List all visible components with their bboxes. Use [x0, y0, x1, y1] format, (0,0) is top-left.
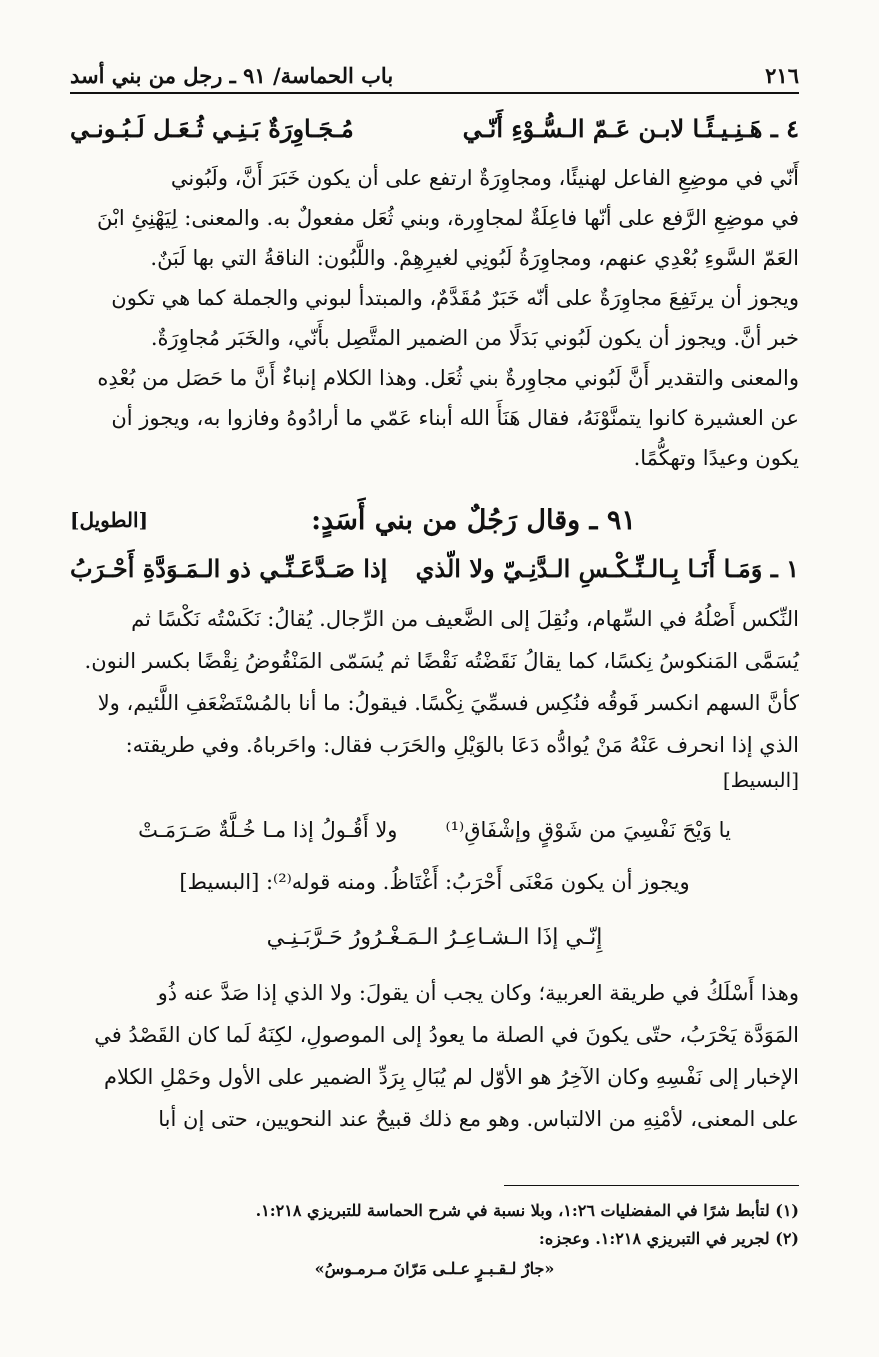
- footnote-2: (٢) لجرير في التبريزي ١:٢١٨. وعجزه:: [538, 1229, 799, 1248]
- prose-line: على المعنى، لأمْنِهِ من الالتباس. وهو مع ذلك قبيحٌ عند النحويين، حتى إن أبا: [158, 1107, 799, 1131]
- prose-line: في موضِعِ الرَّفع على أنّها فاعِلَةٌ لمجاوِرة، وبني ثُعَل مفعولٌ به. والمعنى: لِيَهْنِئِ ابْنَ: [96, 206, 799, 230]
- prose-line: ويجوز أن يرتَفِعَ مجاوِرَةٌ على أنّه خَبَرٌ مُقَدَّمٌ، والمبتدأ لبوني والجملة كما هي تكون: [111, 286, 799, 310]
- running-header: [70, 58, 799, 94]
- prose-line: وهذا أَسْلَكُ في طريقة العربية؛ وكان يجب أن يقولَ: ولا الذي إذا صَدَّ عنه ذُو: [157, 981, 799, 1005]
- prose-line: يُسَمَّى المَنكوسُ نِكسًا، كما يقالُ نَقَضْتُه نَقْضًا ثم يُسَمّى المَنْقُوضُ نِقْضًا بكسر النون.: [84, 649, 799, 673]
- prose-line: النِّكس أَصْلُهُ في السِّهام، ونُقِلَ إلى الضَّعيف من الرِّجال. يُقالُ: نَكَسْتُه نَكْسًا ثم: [131, 607, 799, 631]
- prose-line: والمعنى والتقدير أَنَّ لَبُوني مجاوِرةٌ بني ثُعَل. وهذا الكلام إنباءٌ أَنَّ ما حَصَل من بُعْدِه: [97, 366, 799, 390]
- footnote-verse: «جارٌ لـقـبـرٍ عـلـى مَرّانَ مـرمـوسُ»: [314, 1259, 555, 1278]
- verse-4-hemistich-1: ٤ ـ هَـنِـيـئًـا لابـن عَـمّ الـسُّـوْءِ أَنّـي: [462, 113, 799, 143]
- section-title: ٩١ ـ وقال رَجُلٌ من بني أَسَدٍ:: [311, 504, 636, 536]
- verse-1-hemistich-2: إذا صَـدَّعَـنِّـي ذو الـمَـوَدَّةِ أَحْـرَبُ: [70, 553, 388, 583]
- commentary-verse-1: [70, 598, 799, 766]
- verse-1-hemistich-1: ١ ـ وَمَـا أَنَـا بِـالـنِّـكْـسِ الـدَّنِـيّ ولا الّذي: [415, 553, 799, 583]
- footnote-divider: [504, 1185, 799, 1186]
- commentary-continued: [70, 972, 799, 1140]
- line-after-quote: ويجوز أن يكون مَعْنَى أَحْرَبُ: أَغْتَاظُ. ومنه قوله⁽²⁾: [البسيط]: [179, 870, 690, 894]
- footnotes: [70, 1197, 799, 1283]
- prose-line: يكون وعيدًا وتهكُّمًا.: [633, 446, 799, 470]
- running-title: باب الحماسة/ ٩١ ـ رجل من بني أسد: [70, 62, 394, 88]
- prose-line: عن العشيرة كانوا يتمنَّوْنَهُ، فقال هَنَأَ الله أبناء عَمّي ما أرادُوهُ وفازوا به، ويجوز أن: [111, 406, 799, 430]
- prose-line: الإخبار إلى نَفْسِهِ وكان الآخِرُ هو الأوّل لم يُبَالِ بِرَدِّ الضمير على الأول وحَمْلِ الكلام: [103, 1065, 799, 1089]
- page-number: ٢١٦: [765, 62, 799, 88]
- section-heading: [70, 500, 799, 540]
- meter-basit: [البسيط]: [722, 768, 799, 792]
- commentary-verse-4: [70, 158, 799, 478]
- quoted-verse: [70, 812, 799, 848]
- quoted-verse-hemistich-1: ولا أَقُـولُ إذا مـا خُـلَّةٌ صَـرَمَـتْ: [138, 818, 398, 842]
- verse-4: [70, 108, 799, 148]
- half-verse: إِنّـي إذَا الـشـاعِـرُ الـمَـغْـرُورُ حَـرَّبَـنِـي: [266, 925, 603, 950]
- prose-line: خبر أنَّ. ويجوز أن يكون لَبُوني بَدَلًا من الضمير المتَّصِل بأَنّي، والخَبَر مُجاوِرَةٌ.: [150, 326, 799, 350]
- prose-line: الذي إذا انحرف عَنْهُ مَنْ يُوادُّه دَعَا بالوَيْلِ والحَرَب فقال: واحَرباهُ. وفي طريقته:: [125, 733, 799, 757]
- prose-line: العَمّ السَّوءِ بُعْدِي عنهم، ومجاوِرَةُ لَبُونِي لغيرِهِمْ. واللَّبُون: الناقةُ التي بها لَبَنٌ.: [150, 246, 799, 270]
- footnote-1: (١) لتأبط شرًا في المفضليات ١:٢٦، وبلا نسبة في شرح الحماسة للتبريزي ١:٢١٨.: [255, 1201, 799, 1220]
- prose-line: المَوَدَّة يَحْرَبُ، حتّى يكونَ في الصلة ما يعودُ إلى الموصولِ، لكِنَهُ لَما كان القَصْدُ في: [94, 1023, 799, 1047]
- meter-label: [الطويل]: [70, 508, 149, 532]
- verse-1: [70, 548, 799, 588]
- prose-line: أَنّي في موضِعِ الفاعل لهنيئًا، ومجاوِرَةٌ ارتفع على أن يكون خَبَرَ أَنَّ، ولَبُوني: [170, 166, 799, 190]
- verse-4-hemistich-2: مُـجَـاوِرَةٌ بَـنِـي ثُـعَـل لَـبُـونـي: [70, 113, 354, 143]
- prose-line: كأنَّ السهم انكسر فَوقُه فنُكِس فسمِّيَ نِكْسًا. فيقولُ: ما أنا بالمُسْتَضْعَفِ اللَّئيم، ولا: [97, 691, 799, 715]
- quoted-verse-hemistich-2: يا وَيْحَ نَفْسِيَ من شَوْقٍ وإشْفَاقِ⁽¹⁾: [445, 818, 731, 842]
